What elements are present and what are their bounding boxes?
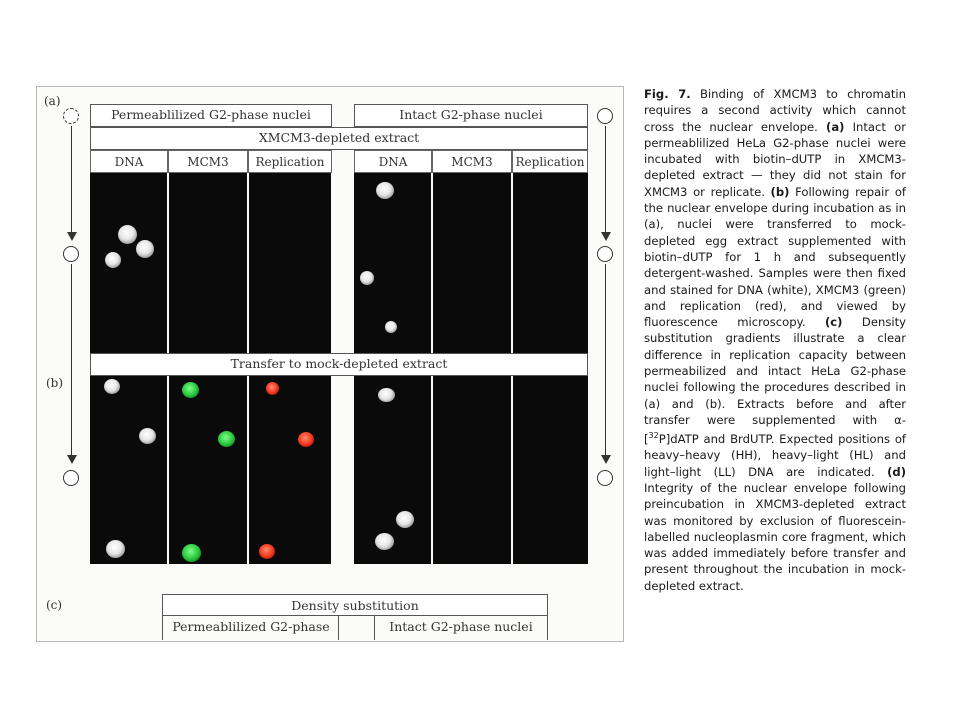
micrograph-a-replication-permeabilized [249,173,331,353]
col-dna-left: DNA [90,150,168,173]
label-b: (b) [46,376,64,390]
caption-title: Binding of XMCM3 to chromatin requires a second activity which cannot cross the nuclear envelope. [644,87,906,134]
caption-c-label: (c) [824,315,843,330]
nucleus-dna [106,540,125,558]
nucleus-replication [298,432,314,447]
caption-d-label: (d) [887,464,906,479]
density-divider [374,616,375,640]
micrograph-b-replication-intact [513,376,588,564]
micrograph-b-dna-intact [354,376,431,564]
micrograph-a-mcm3-intact [433,173,511,353]
header-depleted-extract: XMCM3-depleted extract [90,127,588,150]
col-mcm3-right: MCM3 [432,150,512,173]
micrograph-b-dna-permeabilized [90,376,167,564]
label-a: (a) [44,94,61,108]
nucleus-dna [385,321,397,333]
start-circle-left [63,108,79,124]
nucleus-dna [376,182,394,199]
caption-c-text-1: Density substitution gradients illustrate a clear difference in replication capacity between permeabilized and intact HeLa G2-phase nuclei following the procedures described in (a) and (b). Extracts before and after transfer were supplemented with α-[ [644,315,906,447]
header-intact: Intact G2-phase nuclei [354,104,588,127]
density-col-permeabilized: Permeablilized G2-phase [172,619,330,634]
micrograph-a-mcm3-permeabilized [169,173,247,353]
caption-c-superscript: 32 [648,431,659,441]
step-circle-left [63,246,79,262]
figure-caption [644,86,906,594]
nucleus-replication [266,382,279,395]
nucleus-dna [360,271,374,285]
nucleus-dna [396,511,414,528]
caption-a-text: Intact or permeablilized HeLa G2-phase nuclei were incubated with biotin–dUTP in XMCM3-depleted extract — they did not stain for XMCM3 or replicate. [644,119,906,199]
arrowhead-left-2 [67,455,77,464]
nucleus-mcm3 [218,431,235,447]
nucleus-replication [259,544,275,559]
nucleus-dna [105,252,121,268]
nucleus-dna [118,225,137,244]
arrow-line-left-2 [71,264,72,456]
col-dna-right: DNA [354,150,432,173]
micrograph-a-dna-intact [354,173,431,353]
arrowhead-left-1 [67,232,77,241]
micrograph-a-dna-permeabilized [90,173,167,353]
col-replication-right: Replication [512,150,588,173]
micrograph-b-mcm3-permeabilized [169,376,247,564]
nucleus-dna [136,240,154,258]
label-c: (c) [46,598,63,612]
header-transfer: Transfer to mock-depleted extract [90,353,588,376]
arrow-line-right-1 [605,126,606,232]
nucleus-dna [104,379,120,394]
micrograph-b-mcm3-intact [433,376,511,564]
nucleus-dna [375,533,394,550]
col-replication-left: Replication [248,150,332,173]
caption-b-label: (b) [770,184,790,199]
col-mcm3-left: MCM3 [168,150,248,173]
caption-c-text-2: P]dATP and BrdUTP. Expected positions of heavy–heavy (HH), heavy–light (HL) and light–light (LL) DNA are indicated. [644,432,906,479]
density-col-intact: Intact G2-phase nuclei [389,619,533,634]
caption-fig-label: Fig. 7. [644,87,691,101]
nucleus-dna [139,428,156,444]
arrow-line-right-2 [605,264,606,456]
end-circle-right [597,470,613,486]
start-circle-right [597,108,613,124]
arrowhead-right-2 [601,455,611,464]
arrowhead-right-1 [601,232,611,241]
end-circle-left [63,470,79,486]
caption-a-label: (a) [826,119,845,134]
nucleus-mcm3 [182,544,201,562]
caption-b-text: Following repair of the nuclear envelope during incubation as in (a), nuclei were transferred to mock-depleted egg extract supplemented with biotin–dUTP for 1 h and subsequently detergent-washed. Samples were then fixed and stained for DNA (white), XMCM3 (green) and replication (red), and viewed by fluorescence microscopy. [644,184,906,330]
nucleus-mcm3 [182,382,199,398]
micrograph-a-replication-intact [513,173,588,353]
micrograph-b-replication-permeabilized [249,376,331,564]
step-circle-right [597,246,613,262]
nucleus-dna [378,388,395,402]
header-density-substitution: Density substitution [162,594,548,616]
header-permeabilized: Permeablilized G2-phase nuclei [90,104,332,127]
arrow-line-left-1 [71,126,72,232]
caption-d-text: Integrity of the nuclear envelope following preincubation in XMCM3-depleted extract was monitored by exclusion of fluorescein-labelled nucleoplasmin core fragment, which was added immediately before transfer and present throughout the incubation in mock-depleted extract. [644,480,906,593]
density-divider [338,616,339,640]
